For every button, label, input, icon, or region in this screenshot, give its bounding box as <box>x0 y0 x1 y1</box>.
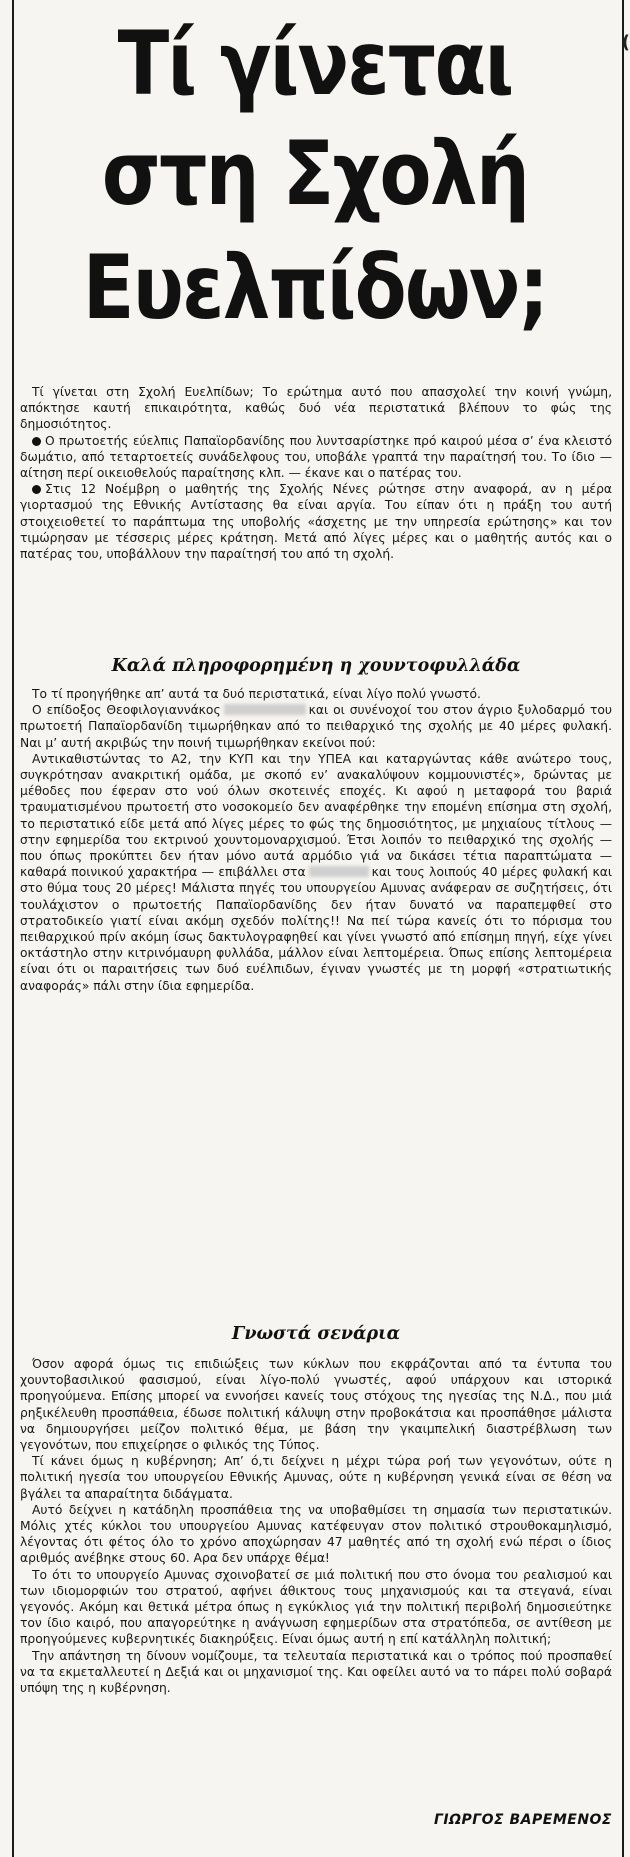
headline-line-1: Τί γίνεται <box>117 12 513 115</box>
section-1-paragraph-1: Το τί προηγήθηκε απ’ αυτά τα δυό περιστατικά, είναι λίγο πολύ γνωστό. <box>32 687 481 701</box>
author-signature: ΓΙΩΡΓΟΣ ΒΑΡΕΜΕΝΟΣ <box>433 1812 612 1828</box>
redacted-name <box>309 866 369 877</box>
right-column-rule <box>622 0 624 1857</box>
bullet-icon <box>32 485 41 494</box>
section-2-paragraph-5: Την απάντηση τη δίνουν νομίζουμε, τα τελευταία περιστατικά και ο τρόπος πού προσπαθεί να τα εκμεταλλευτεί η Δεξιά και οι μηχανισμοί της. Και οφείλει αυτό να το πάρει πολύ σοβαρά υπόψη της η κυβέρνηση. <box>20 1648 612 1696</box>
left-column-rule <box>12 0 14 1857</box>
section-2-body <box>20 1356 612 1696</box>
section-2-title: Γνωστά σενάρια <box>231 1324 401 1344</box>
section-2-paragraph-3: Αυτό δείχνει η κατάδηλη προσπάθεια της να υποβαθμίσει τη σημασία των περιστατικών. Μόλις χτές κύκλοι του υπουργείου Αμυνας κατέφευγαν στον πολιτικό στρουθοκαμηλισμό, λέγοντας ότι φέτος όλο το χρόνο αποχώρησαν 47 μαθητές από τη σχολή ενώ πέρσι ο ίδιος αριθμός ανέβηκε στους 60. Αρα δεν υπάρχε θέμα! <box>20 1502 612 1566</box>
edge-mark: ( <box>621 32 630 53</box>
bullet-icon <box>32 437 41 446</box>
headline-line-3: Ευελπίδων; <box>82 236 548 339</box>
section-1-title: Καλά πληροφορημένη η χουντοφυλλάδα <box>111 656 521 676</box>
intro-block <box>20 384 612 562</box>
section-1-body <box>20 686 612 994</box>
section-1-paragraph-3: Αντικαθιστώντας το Α2, την ΚΥΠ και την ΥΠΕΑ και καταργώντας κάθε ανώτερο τους, συγκρότησαν ανακριτική ομάδα, με σκοπό εν’ ανακαλύψουν κομμουνιστές», δρώντας με μέθοδες που έφεραν στο νού όλων σκοτεινές εποχές. Κι αφού η μεταφορά του βαριά τραυματισμένου πρωτοετή στο νοσοκομείο δεν αναφέρθηκε την επομένη επίσημα στη σχολή, το περιστατικό είδε μετά από λίγες μέρες το φώς της δημοσιότητος, με μηχιαίους τίτλους — στην εφημερίδα του εκτρινού χουντομοναρχισμού. Έτσι λοιπόν το πειθαρχικό της σχολής — που όπως προκύπτει δεν ήταν μόνο αυτά αρμόδιο γιά να δικάσει τέτια παραπτώματα — καθαρά ποινικού χαρακτήρα — επιβάλλει στα και τους λοιπούς 40 μέρες φυλακή και στο θύμα τους 20 μέρες! Μάλιστα πηγές του υπουργείου Αμυνας ανάφεραν σε συζητήσεις, ότι τουλάχιστον ο πρωτοετής Παπαϊορδανίδης δεν ήταν δυνατό να παραπεμφθεί στο στρατοδικείο γιατί είναι ακόμη σχεδόν πολίτης!! Να πεί τώρα κανείς ότι το πόρισμα του πειθαρχικού πρίν ακόμη ίσως δακτυλογραφηθεί και γίνει γνωστό από επίσημη πηγή, είχε γίνει οκτάστηλο στην κιτρινόμαυρη φυλλάδα, μάλλον είναι λεπτομέρεια. Όπως επίσης λεπτομέρεια είναι ότι οι παραιτήσεις των δυό ευέλπιδων, έγιναν γνωστές με τη μορφή «στρατιωτικής αναφοράς» πάλι στην ίδια εφημερίδα. <box>20 751 613 993</box>
section-2-paragraph-2: Τί κάνει όμως η κυβέρνηση; Απ’ ό,τι δείχνει η μέχρι τώρα ροή των γεγονότων, ούτε η πολιτική ηγεσία του υπουργείου Εθνικής Αμυνας, ούτε η κυβέρνηση γενικά είναι σε θέση να βγάλει τα απαραίτητα διδάγματα. <box>20 1454 612 1501</box>
section-2-paragraph-4: Το ότι το υπουργείο Αμυνας σχοινοβατεί σε μιά πολιτική που στο όνομα του ρεαλισμού και των ιδιομορφιών του στρατού, αφήνει άθικτους τους μηχανισμούς και τα στεγανά, είναι γεγονός. Ακόμη και θετικά μέτρα όπως η εγκύκλιος γιά την πολιτική περιβολή δημοσιεύτηκε τον ίδιο καιρό, που απαγορεύτηκε η ανάγνωση εφημερίδων στα στρατόπεδα, σε αντίθεση με προηγούμενες κυβερνητικές διακηρύξεις. Είναι όμως αυτή η επί κατάλληλη πολιτική; <box>20 1567 612 1647</box>
section-1-paragraph-2: Ο επίδοξος Θεοφιλογιαννάκος και οι συνένοχοί του στον άγριο ξυλοδαρμό του πρωτοετή Παπαϊορδανίδη τιμωρήθηκαν από το πειθαρχικό της σχολής με 40 μέρες φυλακή. Ναι μ’ αυτή ακριβώς την ποινή τιμωρήθηκαν εκείνοι πού: <box>20 703 612 750</box>
intro-paragraph-2: Ο πρωτοετής εύελπις Παπαϊορδανίδης που λυντσαρίστηκε πρό καιρού μέσα σ’ ένα κλειστό δωμάτιο, από τεταρτοετείς συνάδελφους του, υποβάλε γραπτά την παραίτησή του. Το ίδιο — αίτηση περί οικειοθελούς παραίτησης κλπ. — έκανε και ο πατέρας του. <box>20 433 612 481</box>
headline-line-2: στη Σχολή <box>101 122 529 225</box>
redacted-name <box>224 704 306 715</box>
intro-paragraph-1: Τί γίνεται στη Σχολή Ευελπίδων; Το ερώτημα αυτό που απασχολεί την κοινή γνώμη, απόκτησε καυτή επικαιρότητα, καθώς δυό νέα περιστατικά βλέπουν το φώς της δημοσιότητος. <box>20 385 612 432</box>
section-2-paragraph-1: Όσον αφορά όμως τις επιδιώξεις των κύκλων που εκφράζονται από τα έντυπα του χουντοβασιλικού φασισμού, είναι λίγο-πολύ γνωστές, αφού υπάρχουν και ιστορικά προηγούμενα. Επίσης μπορεί να εννοήσει κανείς τους στόχους της ηγεσίας της Ν.Δ., που μιά ρηξικέλευθη προσπάθεια, έδωσε πολιτική κάλυψη στην προβοκάτσια και προσπάθησε μάλιστα να δημιουργήσει μείζον πολιτικό θέμα, με βάση την γκαιμπελική διαστρέβλωση των γεγονότων, που επιχείρησε ο φιλικός της Τύπος. <box>20 1357 612 1453</box>
intro-paragraph-3: Στις 12 Νοέμβρη ο μαθητής της Σχολής Νένες ρώτησε στην αναφορά, αν η μέρα γιορτασμού της Εθνικής Αντίστασης θα είναι αργία. Του είπαν ότι η πράξη του αυτή στοιχειοθετεί το παράπτωμα της υποβολής «άσχετης με την υπηρεσία ερώτησης» και τον τιμώρησαν με τέσσερις μέρες κράτηση. Μετά από λίγες μέρες και ο μαθητής αυτός και ο πατέρας του, υποβάλλουν την παραίτησή του από τη σχολή. <box>20 482 612 562</box>
